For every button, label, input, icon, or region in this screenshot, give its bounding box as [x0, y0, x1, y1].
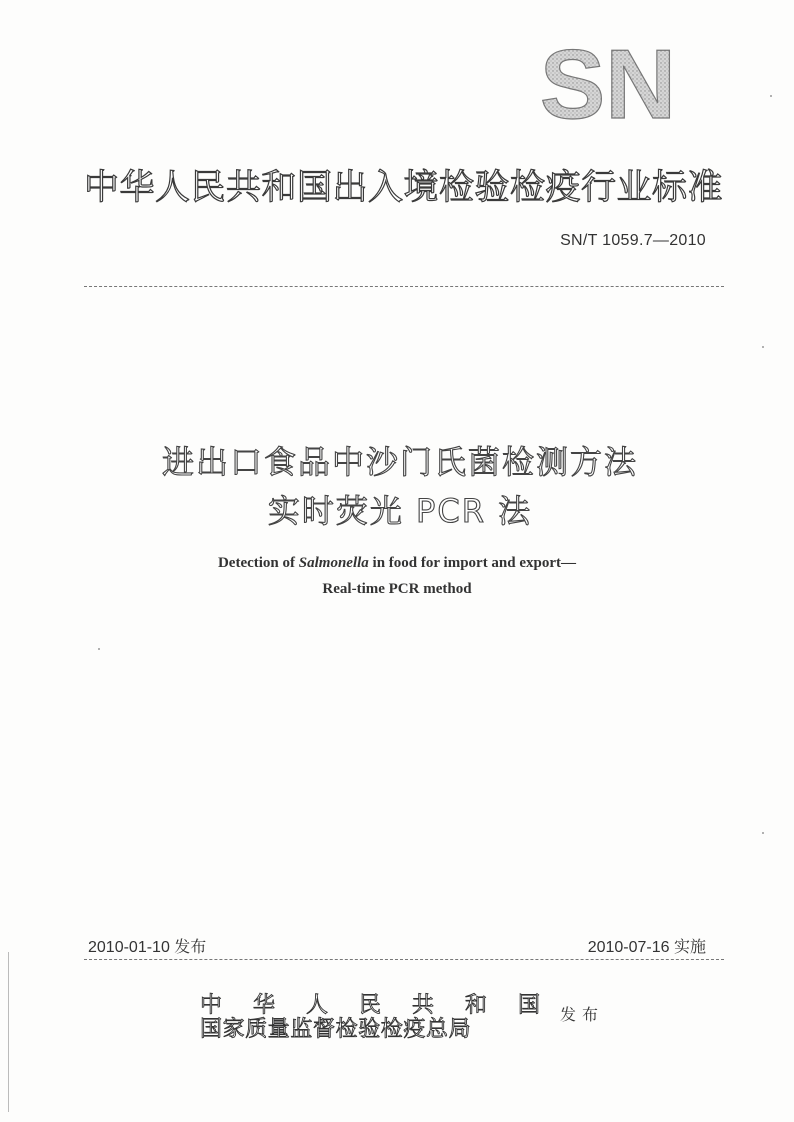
english-title-prefix: Detection of	[217, 555, 299, 571]
chinese-title-line-1: 进出口食品中沙门氏菌检测方法	[161, 443, 638, 481]
chinese-title-line-2: 实时荧光 PCR 法	[267, 492, 533, 530]
standard-number: SN/T 1059.7—2010	[560, 232, 706, 249]
english-title-suffix: in food for import and export—	[368, 555, 577, 571]
industry-standard-title: 中华人民共和国出入境检验检疫行业标准	[84, 168, 724, 208]
scan-speck	[770, 95, 772, 97]
publish-label: 发布	[560, 1005, 605, 1024]
english-title-organism: Salmonella	[298, 555, 369, 571]
scan-speck	[98, 648, 100, 650]
implementation-date: 2010-07-16 实施	[587, 939, 706, 956]
publisher-line-2: 国家质量监督检验检疫总局	[200, 1017, 472, 1042]
english-title-line-2: Real-time PCR method	[322, 581, 472, 597]
scan-speck	[762, 832, 764, 834]
header-divider	[84, 286, 724, 287]
issue-date: 2010-01-10 发布	[88, 939, 207, 956]
english-title-line-1	[0, 555, 794, 572]
footer-divider	[84, 959, 724, 960]
scan-speck	[762, 346, 764, 348]
sn-logo-text: SN	[539, 42, 677, 122]
sn-logo	[528, 42, 688, 122]
publisher-line-1: 中华人民共和国	[200, 993, 572, 1018]
scan-edge-mark	[8, 952, 9, 1112]
